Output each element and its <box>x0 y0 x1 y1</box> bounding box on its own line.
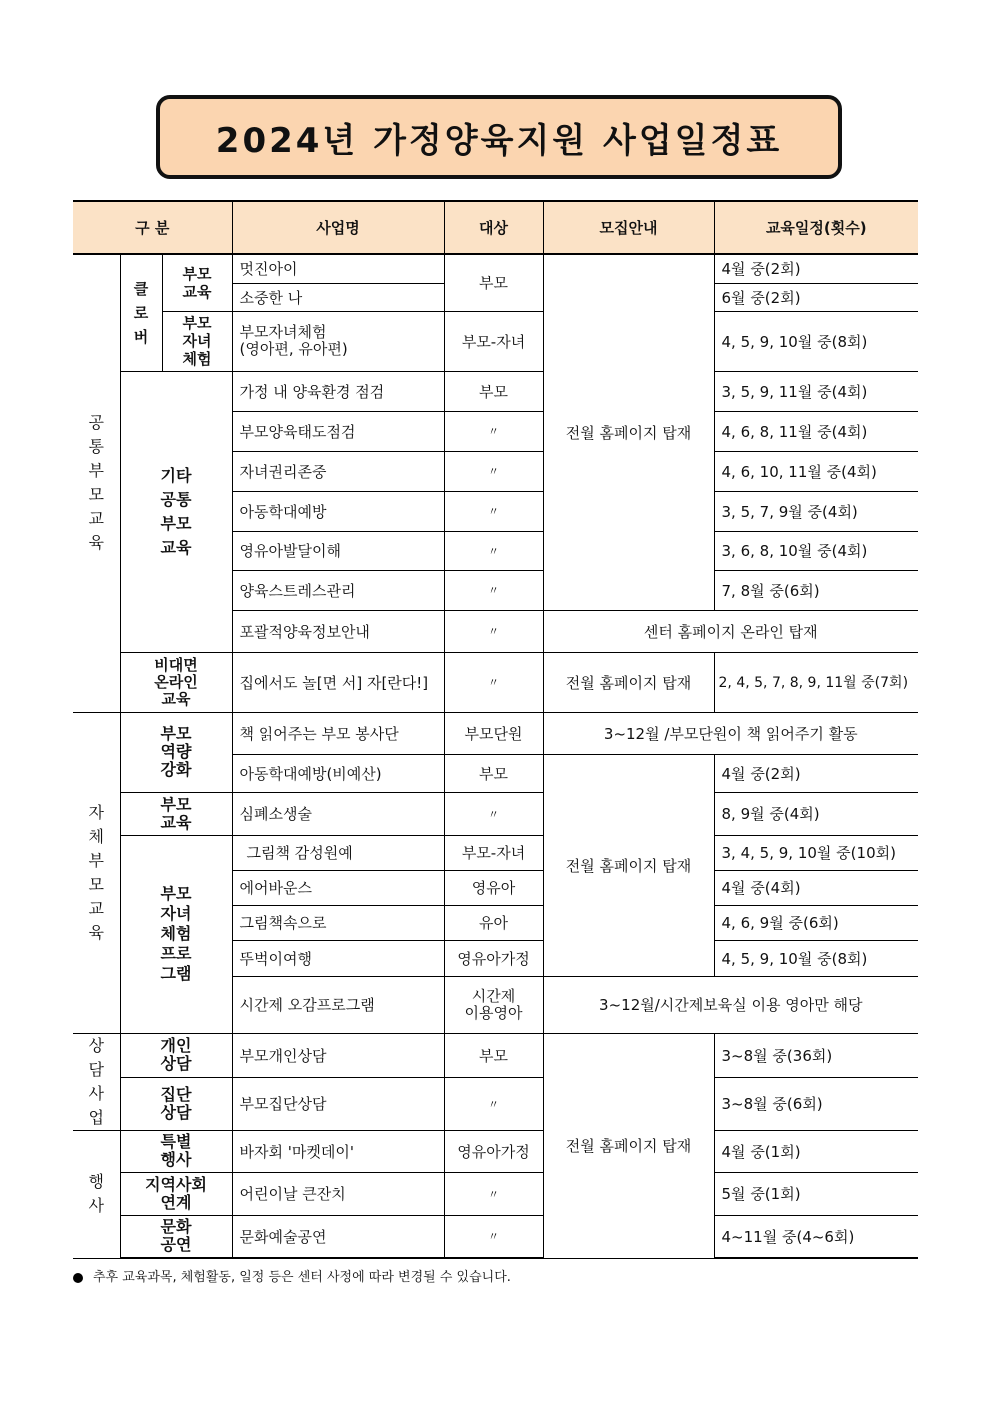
schedule-cell: 3, 4, 5, 9, 10월 중(10회) <box>714 835 918 870</box>
schedule-cell: 4월 중(1회) <box>714 1130 918 1172</box>
table-row <box>73 1033 918 1078</box>
subgroup-individual: 개인상담 <box>120 1033 232 1078</box>
program-cell: 뚜벅이여행 <box>232 940 444 976</box>
target-cell: 부모 <box>444 1033 543 1078</box>
target-cell: 〃 <box>444 570 543 610</box>
subgroup-online: 비대면온라인교육 <box>120 652 232 712</box>
program-cell: 멋진아이 <box>232 254 444 283</box>
target-cell: 〃 <box>444 792 543 835</box>
subgroup-parent-edu: 부모교육 <box>162 254 232 311</box>
schedule-cell: 8, 9월 중(4회) <box>714 792 918 835</box>
schedule-cell: 4, 5, 9, 10월 중(8회) <box>714 940 918 976</box>
schedule-cell: 4월 중(2회) <box>714 754 918 792</box>
subgroup-culture: 문화공연 <box>120 1215 232 1258</box>
bullet-icon <box>73 1273 83 1283</box>
header-program: 사업명 <box>232 201 444 254</box>
recruit-cell: 전월 홈페이지 탑재 <box>543 1033 714 1258</box>
table-row <box>73 1078 918 1130</box>
table-row <box>73 371 918 411</box>
target-cell: 〃 <box>444 652 543 712</box>
target-cell: 부모-자녀 <box>444 835 543 870</box>
target-cell: 부모-자녀 <box>444 311 543 371</box>
schedule-cell: 3~8월 중(6회) <box>714 1078 918 1130</box>
program-cell: 그림책 감성원예 <box>232 835 444 870</box>
target-cell: 〃 <box>444 531 543 570</box>
footer-note <box>73 1266 511 1285</box>
target-cell: 〃 <box>444 1172 543 1215</box>
target-cell: 〃 <box>444 411 543 451</box>
program-cell: 책 읽어주는 부모 봉사단 <box>232 712 444 754</box>
schedule-cell: 7, 8월 중(6회) <box>714 570 918 610</box>
target-cell: 〃 <box>444 1078 543 1130</box>
target-cell: 시간제 이용영아 <box>444 976 543 1033</box>
target-cell: 영유아 <box>444 870 543 905</box>
subgroup-other-common: 기타공통부모교육 <box>120 371 232 652</box>
table-row <box>73 1215 918 1258</box>
target-cell: 〃 <box>444 1215 543 1258</box>
target-cell: 유아 <box>444 905 543 940</box>
target-cell: 부모 <box>444 754 543 792</box>
subgroup-group-counsel: 집단상담 <box>120 1078 232 1130</box>
recruit-cell: 전월 홈페이지 탑재 <box>543 652 714 712</box>
table-row <box>73 1130 918 1172</box>
program-cell: 부모집단상담 <box>232 1078 444 1130</box>
schedule-cell: 2, 4, 5, 7, 8, 9, 11월 중(7회) <box>714 652 918 712</box>
subgroup-parent-child: 부모자녀체험 <box>162 311 232 371</box>
merged-info-cell: 센터 홈페이지 온라인 탑재 <box>543 610 918 652</box>
page-title: 2024년 가정양육지원 사업일정표 <box>215 120 783 161</box>
schedule-cell: 3, 5, 9, 11월 중(4회) <box>714 371 918 411</box>
program-cell: 어린이날 큰잔치 <box>232 1172 444 1215</box>
subgroup-self-program: 부모자녀체험프로그램 <box>120 835 232 1033</box>
header-recruit: 모집안내 <box>543 201 714 254</box>
program-cell: 집에서도 놀[면 서] 자[란다!] <box>232 652 444 712</box>
schedule-cell: 4월 중(2회) <box>714 254 918 283</box>
group-counsel: 상담사업 <box>73 1033 120 1130</box>
program-cell: 자녀권리존중 <box>232 451 444 491</box>
target-cell: 영유아가정 <box>444 1130 543 1172</box>
table-row <box>73 712 918 754</box>
schedule-cell: 5월 중(1회) <box>714 1172 918 1215</box>
header-schedule: 교육일정(횟수) <box>714 201 918 254</box>
merged-info-cell: 3~12월 /부모단원이 책 읽어주기 활동 <box>543 712 918 754</box>
schedule-cell: 4, 6, 8, 11월 중(4회) <box>714 411 918 451</box>
subgroup-capacity: 부모역량강화 <box>120 712 232 792</box>
schedule-cell: 4, 6, 10, 11월 중(4회) <box>714 451 918 491</box>
schedule-cell: 3, 5, 7, 9월 중(4회) <box>714 491 918 531</box>
schedule-cell: 3~8월 중(36회) <box>714 1033 918 1078</box>
program-cell: 소중한 나 <box>232 283 444 311</box>
program-cell: 부모자녀체험 (영아편, 유아편) <box>232 311 444 371</box>
header-target: 대상 <box>444 201 543 254</box>
program-cell: 부모양육태도점검 <box>232 411 444 451</box>
target-cell: 부모 <box>444 371 543 411</box>
program-cell: 에어바운스 <box>232 870 444 905</box>
schedule-cell: 4월 중(4회) <box>714 870 918 905</box>
subgroup-self-parent-edu: 부모교육 <box>120 792 232 835</box>
group-event: 행사 <box>73 1130 120 1258</box>
schedule-cell: 6월 중(2회) <box>714 283 918 311</box>
table-row <box>73 792 918 835</box>
merged-info-cell: 3~12월/시간제보육실 이용 영아만 해당 <box>543 976 918 1033</box>
program-cell: 가정 내 양육환경 점검 <box>232 371 444 411</box>
schedule-cell: 4~11월 중(4~6회) <box>714 1215 918 1258</box>
target-cell: 영유아가정 <box>444 940 543 976</box>
group-self: 자체부모교육 <box>73 712 120 1033</box>
group-common: 공통부모교육 <box>73 254 120 712</box>
program-cell: 영유아발달이해 <box>232 531 444 570</box>
table-row <box>73 254 918 283</box>
title-banner <box>156 95 842 179</box>
schedule-cell: 4, 6, 9월 중(6회) <box>714 905 918 940</box>
program-cell: 시간제 오감프로그램 <box>232 976 444 1033</box>
program-cell: 그림책속으로 <box>232 905 444 940</box>
footer-text: 추후 교육과목, 체험활동, 일정 등은 센터 사정에 따라 변경될 수 있습니다. <box>93 1270 511 1285</box>
recruit-cell: 전월 홈페이지 탑재 <box>543 254 714 610</box>
subgroup-clover: 클로버 <box>120 254 162 371</box>
program-cell: 부모개인상담 <box>232 1033 444 1078</box>
schedule-cell: 4, 5, 9, 10월 중(8회) <box>714 311 918 371</box>
table-row <box>73 835 918 870</box>
program-cell: 바자회 '마켓데이' <box>232 1130 444 1172</box>
target-cell: 〃 <box>444 451 543 491</box>
header-category: 구 분 <box>73 201 232 254</box>
table-row <box>73 311 918 371</box>
subgroup-community: 지역사회연계 <box>120 1172 232 1215</box>
program-cell: 아동학대예방 <box>232 491 444 531</box>
target-cell: 〃 <box>444 491 543 531</box>
target-cell: 부모단원 <box>444 712 543 754</box>
program-cell: 포괄적양육정보안내 <box>232 610 444 652</box>
header-row <box>73 201 918 254</box>
program-cell: 심폐소생술 <box>232 792 444 835</box>
program-cell: 아동학대예방(비예산) <box>232 754 444 792</box>
target-cell: 부모 <box>444 254 543 311</box>
program-cell: 문화예술공연 <box>232 1215 444 1258</box>
recruit-cell: 전월 홈페이지 탑재 <box>543 754 714 976</box>
subgroup-special: 특별행사 <box>120 1130 232 1172</box>
table-row <box>73 1172 918 1215</box>
table-row <box>73 652 918 712</box>
schedule-cell: 3, 6, 8, 10월 중(4회) <box>714 531 918 570</box>
program-cell: 양육스트레스관리 <box>232 570 444 610</box>
schedule-table <box>73 200 918 1259</box>
target-cell: 〃 <box>444 610 543 652</box>
